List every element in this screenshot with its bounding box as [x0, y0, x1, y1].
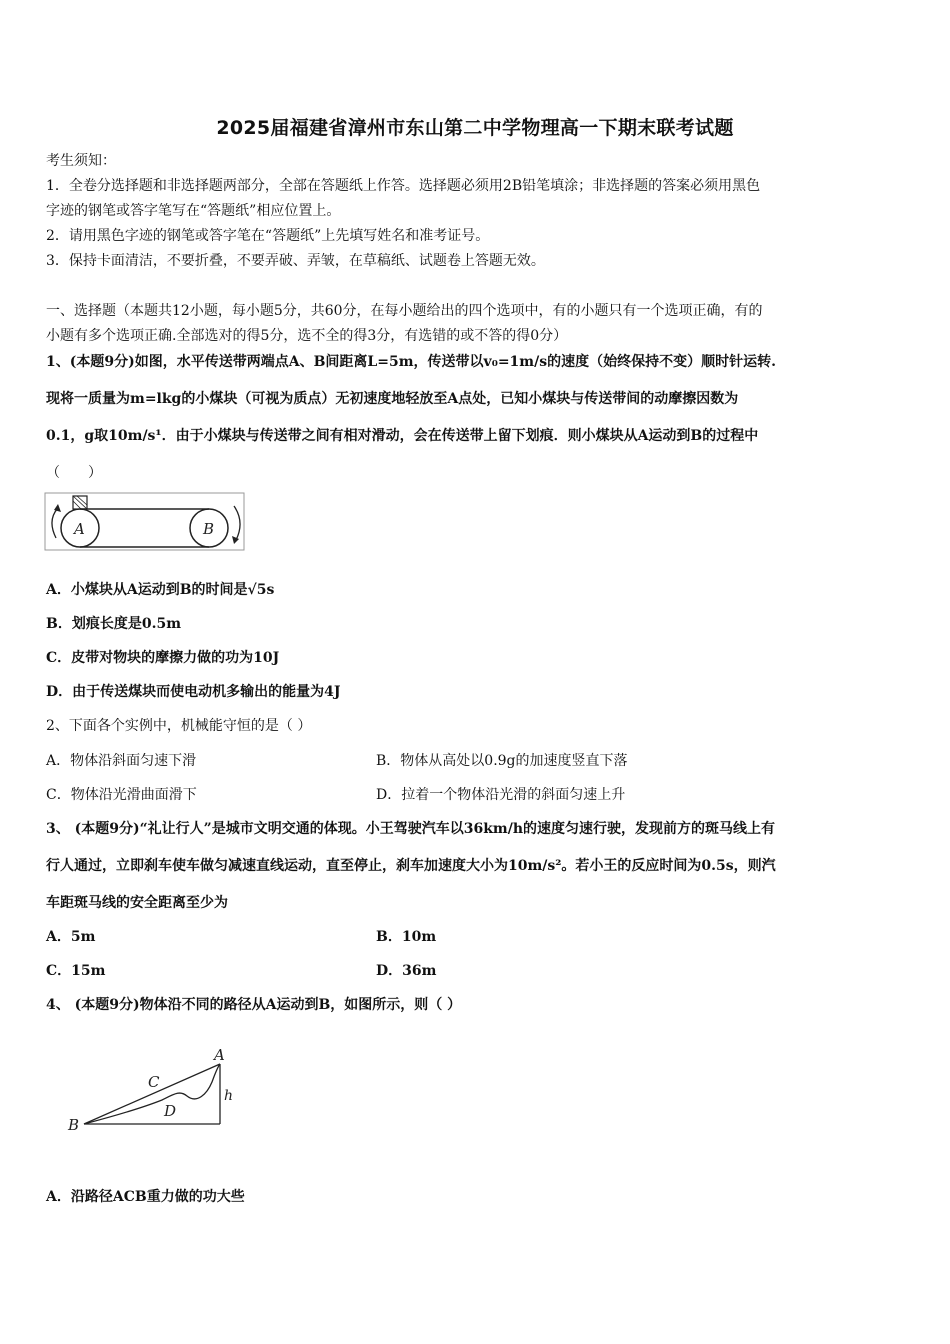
notice-line-1b: 字迹的钢笔或答字笔写在“答题纸”相应位置上。: [46, 203, 341, 219]
conveyor-belt-figure: [44, 492, 246, 552]
q3-stem-line-3: 车距斑马线的安全距离至少为: [46, 895, 228, 911]
label-c: C: [148, 1073, 160, 1091]
q1-option-c: C．皮带对物块的摩擦力做的功为10J: [46, 650, 280, 666]
label-b: B: [68, 1116, 80, 1134]
q3-option-d: D．36m: [376, 963, 437, 979]
label-a: A: [214, 1046, 225, 1064]
label-d: D: [164, 1102, 177, 1120]
q4-option-a: A．沿路径ACB重力做的功大些: [46, 1189, 245, 1205]
q2-option-b: B．物体从高处以0.9g的加速度竖直下落: [376, 753, 628, 769]
q3-stem-line-2: 行人通过，立即刹车使车做匀减速直线运动，直至停止，刹车加速度大小为10m/s²。若小王的反应时间为0.5s，则汽: [46, 858, 776, 874]
q2-option-d: D．拉着一个物体沿光滑的斜面匀速上升: [376, 787, 626, 803]
q2-option-a: A．物体沿斜面匀速下滑: [46, 753, 197, 769]
q1-option-b: B．划痕长度是0.5m: [46, 616, 182, 632]
notice-heading: 考生须知：: [46, 153, 116, 169]
q1-stem-line-3: 0.1，g取10m/s¹．由于小煤块与传送带之间有相对滑动，会在传送带上留下划痕．则小煤块从A运动到B的过程中: [46, 428, 759, 444]
q3-option-a: A．5m: [46, 929, 96, 945]
q1-answer-blank: （ ）: [46, 465, 102, 481]
q2-stem: 2、下面各个实例中，机械能守恒的是（ ）: [46, 718, 312, 734]
label-b: B: [203, 520, 215, 538]
label-h: h: [224, 1088, 234, 1104]
q4-stem: 4、 (本题9分)物体沿不同的路径从A运动到B，如图所示，则（ ）: [46, 997, 462, 1013]
q3-option-b: B．10m: [376, 929, 437, 945]
section-intro-line-1: 一、选择题（本题共12小题，每小题5分，共60分，在每小题给出的四个选项中，有的小题只有一个选项正确，有的: [46, 303, 763, 319]
label-a: A: [74, 520, 85, 538]
rotation-arrow-left: [52, 508, 58, 538]
q1-stem-line-2: 现将一质量为m=lkg的小煤块（可视为质点）无初速度地轻放至A点处，已知小煤块与传送带间的动摩擦因数为: [46, 391, 739, 407]
notice-line-1a: 1．全卷分选择题和非选择题两部分，全部在答题纸上作答。选择题必须用2B铅笔填涂；非选择题的答案必须用黑色: [46, 178, 761, 194]
q1-option-a: A．小煤块从A运动到B的时间是√5s: [46, 582, 275, 598]
notice-line-2: 2．请用黑色字迹的钢笔或答字笔在“答题纸”上先填写姓名和准考证号。: [46, 228, 490, 244]
page-title: 2025届福建省漳州市东山第二中学物理高一下期末联考试题: [216, 117, 734, 139]
q2-option-c: C．物体沿光滑曲面滑下: [46, 787, 197, 803]
path-figure: [62, 1044, 252, 1140]
q1-option-d: D．由于传送煤块而使电动机多输出的能量为4J: [46, 684, 341, 700]
notice-line-3: 3．保持卡面清洁，不要折叠，不要弄破、弄皱，在草稿纸、试题卷上答题无效。: [46, 253, 545, 269]
q3-option-c: C．15m: [46, 963, 106, 979]
q1-stem-line-1: 1、(本题9分)如图，水平传送带两端点A、B间距离L=5m，传送带以v₀=1m/s的速度（始终保持不变）顺时针运转.: [46, 354, 776, 370]
q3-stem-line-1: 3、 (本题9分)“礼让行人”是城市文明交通的体现。小王驾驶汽车以36km/h的速度匀速行驶，发现前方的斑马线上有: [46, 821, 775, 837]
section-intro-line-2: 小题有多个选项正确.全部选对的得5分，选不全的得3分，有选错的或不答的得0分）: [46, 328, 568, 344]
rotation-arrow-right: [234, 506, 240, 540]
